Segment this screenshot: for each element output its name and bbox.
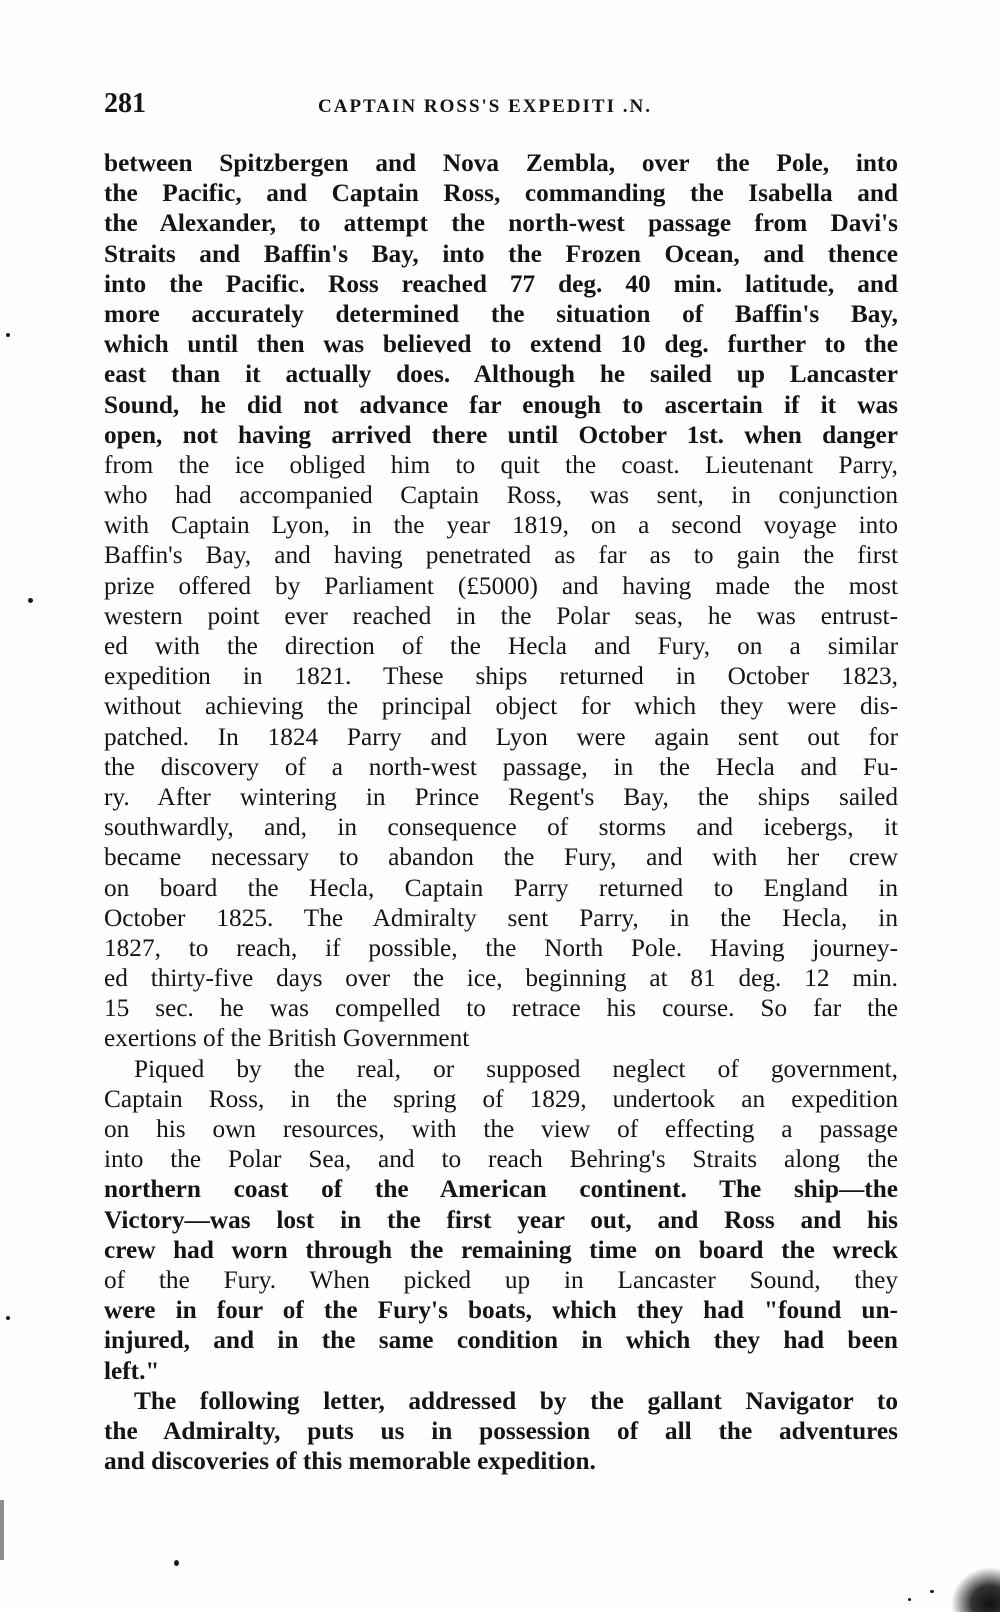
- text-line: east than it actually does. Although he sailed up Lancaster: [104, 360, 898, 389]
- text-line: Piqued by the real, or supposed neglect of government,: [134, 1054, 898, 1083]
- text-line: ed with the direction of the Hecla and Fury, on a similar: [104, 632, 898, 660]
- text-line: Captain Ross, in the spring of 1829, undertook an expedition: [104, 1084, 898, 1113]
- text-line: from the ice obliged him to quit the coast. Lieutenant Parry,: [104, 450, 898, 479]
- ink-speck: [174, 1560, 179, 1566]
- paragraph: [104, 1386, 898, 1477]
- text-line: ry. After wintering in Prince Regent's Bay, the ships sailed: [104, 782, 898, 811]
- body-text: [104, 148, 898, 1476]
- text-line: left.": [104, 1356, 160, 1385]
- text-line: open, not having arrived there until October 1st. when danger: [104, 420, 898, 449]
- page-edge-mark: [0, 1500, 4, 1560]
- text-line: northern coast of the American continent. The ship—the: [104, 1175, 898, 1204]
- text-line: 1827, to reach, if possible, the North Pole. Having journey-: [104, 933, 898, 962]
- text-line: the Alexander, to attempt the north-west passage from Davi's: [104, 209, 898, 238]
- ink-speck: [6, 333, 10, 337]
- running-title: CAPTAIN ROSS'S EXPEDITI .N.: [318, 96, 652, 117]
- text-line: crew had worn through the remaining time on board the wreck: [104, 1235, 898, 1264]
- text-line: exertions of the British Government: [104, 1024, 470, 1053]
- text-line: Straits and Baffin's Bay, into the Frozen Ocean, and thence: [104, 239, 898, 268]
- page-header: [104, 88, 704, 122]
- ink-speck: [6, 1316, 10, 1320]
- paragraph: [104, 148, 898, 1054]
- text-line: injured, and in the same condition in which they had been: [104, 1326, 898, 1355]
- text-line: October 1825. The Admiralty sent Parry, in the Hecla, in: [104, 903, 898, 932]
- paragraph: [104, 1054, 898, 1386]
- corner-smudge: [952, 1568, 1000, 1612]
- text-line: prize offered by Parliament (£5000) and having made the most: [104, 571, 898, 600]
- text-line: into the Polar Sea, and to reach Behring's Straits along the: [104, 1145, 898, 1174]
- text-line: on his own resources, with the view of effecting a passage: [104, 1115, 898, 1143]
- ink-speck: [930, 1590, 934, 1593]
- text-line: Baffin's Bay, and having penetrated as far as to gain the first: [104, 541, 898, 570]
- text-line: patched. In 1824 Parry and Lyon were again sent out for: [104, 722, 898, 751]
- text-line: the Pacific, and Captain Ross, commanding the Isabella and: [104, 179, 898, 208]
- text-line: between Spitzbergen and Nova Zembla, over the Pole, into: [104, 149, 898, 177]
- text-line: expedition in 1821. These ships returned in October 1823,: [104, 662, 898, 691]
- text-line: on board the Hecla, Captain Parry returned to England in: [104, 873, 898, 902]
- text-line: ed thirty-five days over the ice, beginning at 81 deg. 12 min.: [104, 964, 898, 993]
- ink-speck: [28, 598, 33, 603]
- text-line: the discovery of a north-west passage, in the Hecla and Fu-: [104, 752, 898, 781]
- text-line: Sound, he did not advance far enough to ascertain if it was: [104, 390, 898, 419]
- text-line: 15 sec. he was compelled to retrace his course. So far the: [104, 994, 898, 1023]
- text-line: into the Pacific. Ross reached 77 deg. 40 min. latitude, and: [104, 269, 898, 298]
- text-line: which until then was believed to extend 10 deg. further to the: [104, 330, 898, 359]
- text-line: The following letter, addressed by the gallant Navigator to: [134, 1386, 898, 1415]
- text-line: southwardly, and, in consequence of storms and icebergs, it: [104, 813, 898, 842]
- text-line: more accurately determined the situation of Baffin's Bay,: [104, 299, 898, 328]
- text-line: western point ever reached in the Polar seas, he was entrust-: [104, 601, 898, 630]
- text-line: of the Fury. When picked up in Lancaster Sound, they: [104, 1265, 898, 1294]
- text-line: were in four of the Fury's boats, which they had "found un-: [104, 1296, 898, 1325]
- text-line: the Admiralty, puts us in possession of all the adventures: [104, 1416, 898, 1445]
- text-line: and discoveries of this memorable expedition.: [104, 1447, 596, 1476]
- page-number: 281: [104, 88, 146, 119]
- text-line: without achieving the principal object for which they were dis-: [104, 692, 898, 721]
- text-line: became necessary to abandon the Fury, and with her crew: [104, 843, 898, 872]
- ink-speck: [908, 1598, 911, 1601]
- text-line: who had accompanied Captain Ross, was sent, in conjunction: [104, 481, 898, 510]
- text-line: with Captain Lyon, in the year 1819, on a second voyage into: [104, 511, 898, 540]
- text-line: Victory—was lost in the first year out, and Ross and his: [104, 1205, 898, 1234]
